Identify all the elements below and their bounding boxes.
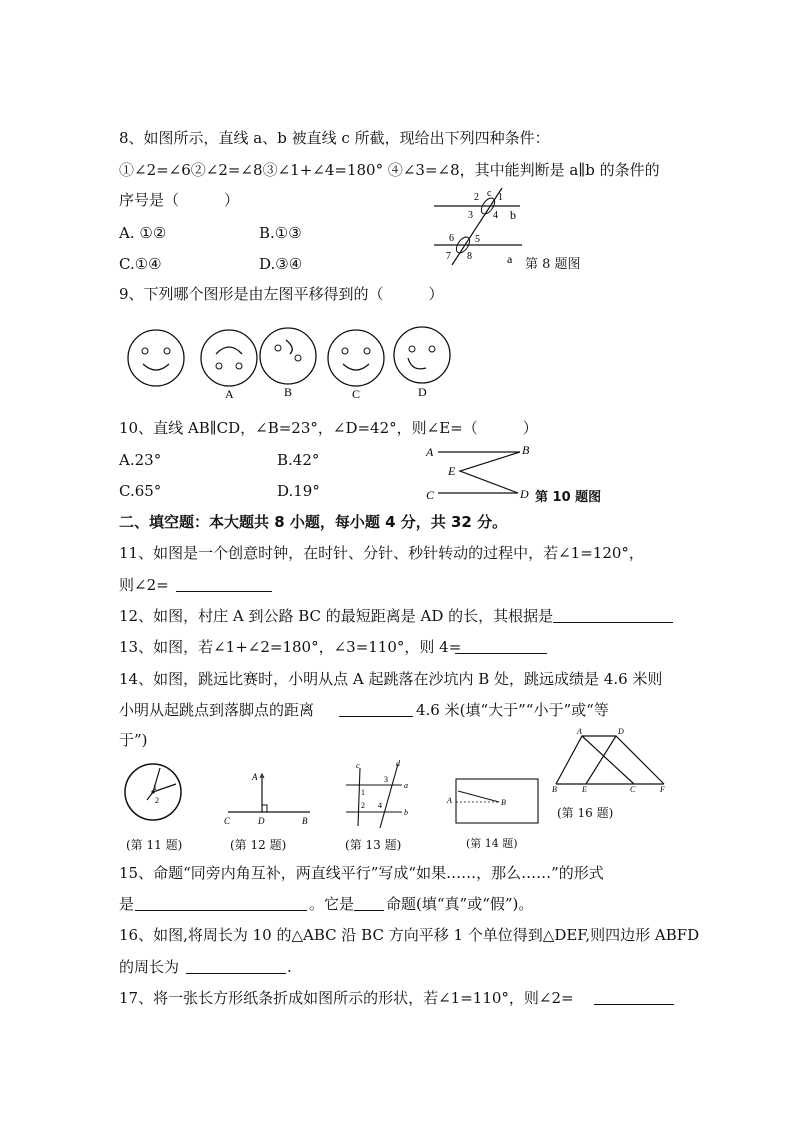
q16-line1: 16、如图,将周长为 10 的△ABC 沿 BC 方向平移 1 个单位得到△DEF,则四边形 ABFD [119,926,700,944]
q15-line2-part1: 是 [119,895,135,913]
q14-line3: 于”) [119,731,148,749]
q13-text: 13、如图，若∠1+∠2=180°，∠3=110°，则 4= [119,638,462,656]
q8-fig-label-8: 8 [467,251,472,262]
q15-answer-blank-2[interactable] [354,910,384,911]
q8-figure [430,183,540,268]
fig-16-label-f: F [660,785,665,794]
q15-line1: 15、命题“同旁内角互补，两直线平行”写成“如果……，那么……”的形式 [119,864,604,882]
face-a [201,330,257,386]
q9-label-a: A [225,387,234,401]
q8-fig-label-4: 4 [493,210,498,221]
q15-line2-part2: 。它是 [309,895,355,913]
face-d [394,327,450,383]
q8-fig-label-3: 3 [468,210,473,221]
fig-11-caption: (第 11 题) [126,838,183,852]
q17-answer-blank[interactable] [594,1004,674,1005]
fig-16-label-d: D [618,727,624,736]
fig-12-label-b: B [302,816,308,826]
fig-11-clock [120,760,190,830]
fig-12-road [222,768,317,828]
fig-13-lines [340,758,415,833]
q10-stem: 10、直线 AB∥CD，∠B=23°，∠D=42°，则∠E=（ ） [119,419,538,437]
q10-label-c: C [426,488,435,502]
q10-option-d: D.19° [277,482,320,500]
q15-line2-part3: 命题(填“真”或“假”)。 [386,895,534,913]
q9-label-d: D [418,385,427,399]
q14-line2-part2: 4.6 米(填“大于”“小于”或“等 [416,701,609,719]
q8-option-d: D.③④ [259,255,303,273]
fig-12-label-c: C [224,816,231,826]
q8-fig-label-5: 5 [475,234,480,245]
q10-option-c: C.65° [119,482,162,500]
fig-13-label-a: a [404,781,408,790]
q10-option-b: B.42° [277,451,320,469]
q14-line2-part1: 小明从起跳点到落脚点的距离 [119,701,315,719]
fig-12-label-a: A [252,772,258,782]
q10-label-a: A [426,445,434,459]
q8-fig-label-2: 2 [474,192,479,203]
fig-13-label-4: 4 [378,801,382,810]
q14-answer-blank[interactable] [339,716,413,717]
fig-14-label-a: A [447,796,452,805]
fig-13-label-b: b [404,808,408,817]
q15-answer-blank-1[interactable] [135,910,307,911]
q10-caption: 第 10 题图 [535,490,602,505]
fig-16-label-e: E [582,785,587,794]
q9-stem: 9、下列哪个图形是由左图平移得到的（ ） [119,285,444,303]
q10-label-d: D [520,487,529,501]
q8-fig-label-7: 7 [446,251,451,262]
fig-13-label-1: 1 [361,788,365,797]
fig-14-caption: (第 14 题) [466,837,518,850]
q8-conditions: ①∠2=∠6②∠2=∠8③∠1+∠4=180° ④∠3=∠8，其中能判断是 a∥b 的条件的 [119,161,660,179]
fig-12-label-d: D [258,816,265,826]
q8-option-a: A. ①② [119,224,167,242]
fig-12-caption: (第 12 题) [230,838,287,852]
fig-13-label-d: d [396,759,400,768]
fig-11-label-2: 2 [155,796,159,805]
face-b [260,328,316,384]
fig-13-label-c: c [356,761,360,770]
q11-line2: 则∠2= [119,576,169,594]
q17-text: 17、将一张长方形纸条折成如图所示的形状，若∠1=110°，则∠2= [119,989,574,1007]
q8-fig-label-c: c [487,188,492,199]
q11-answer-blank[interactable] [176,591,272,592]
q16-answer-blank[interactable] [186,973,286,974]
q13-answer-blank[interactable] [455,653,547,654]
original-face [128,330,184,386]
q10-label-b: B [522,443,530,457]
fig-16-label-b: B [552,785,557,794]
fig-13-caption: (第 13 题) [345,838,402,852]
q14-line1: 14、如图，跳远比赛时，小明从点 A 起跳落在沙坑内 B 处，跳远成绩是 4.6 米则 [119,670,663,688]
q8-fig-label-6: 6 [449,233,454,244]
q8-stem: 8、如图所示，直线 a、b 被直线 c 所截，现给出下列四种条件： [119,129,550,147]
q8-line3: 序号是（ ） [119,191,240,209]
q10-option-a: A.23° [119,451,162,469]
fig-16-label-c: C [630,785,636,794]
q12-answer-blank[interactable] [553,622,673,623]
fig-14-label-b: B [501,798,506,807]
q8-fig-label-a: a [507,252,513,266]
fig-16-triangles [552,726,672,796]
q8-option-c: C.①④ [119,255,162,273]
fig-16-caption: (第 16 题) [557,806,614,820]
fig-16-label-a: A [577,727,582,736]
section-2-heading: 二、填空题：本大题共 8 小题，每小题 4 分，共 32 分。 [119,513,508,531]
q8-fig-label-1: 1 [498,192,503,203]
q9-label-c: C [352,387,361,401]
fig-11-label-1: 1 [153,783,157,792]
q11-line1: 11、如图是一个创意时钟，在时针、分针、秒针转动的过程中，若∠1=120°， [119,544,644,562]
q8-fig-label-b: b [510,208,516,222]
fig-13-label-3: 3 [384,775,388,784]
face-c [328,330,384,386]
q9-faces-figure [120,322,470,404]
fig-13-label-2: 2 [361,801,365,810]
q10-figure [424,441,534,503]
q9-label-b: B [284,385,293,399]
q16-line2: 的周长为 [119,958,180,976]
fig-14-sandpit [444,775,544,830]
q8-caption: 第 8 题图 [525,257,581,272]
q10-label-e: E [448,464,456,478]
q16-period: . [287,958,292,976]
q8-option-b: B.①③ [259,224,302,242]
q12-text: 12、如图，村庄 A 到公路 BC 的最短距离是 AD 的长，其根据是 [119,607,554,625]
